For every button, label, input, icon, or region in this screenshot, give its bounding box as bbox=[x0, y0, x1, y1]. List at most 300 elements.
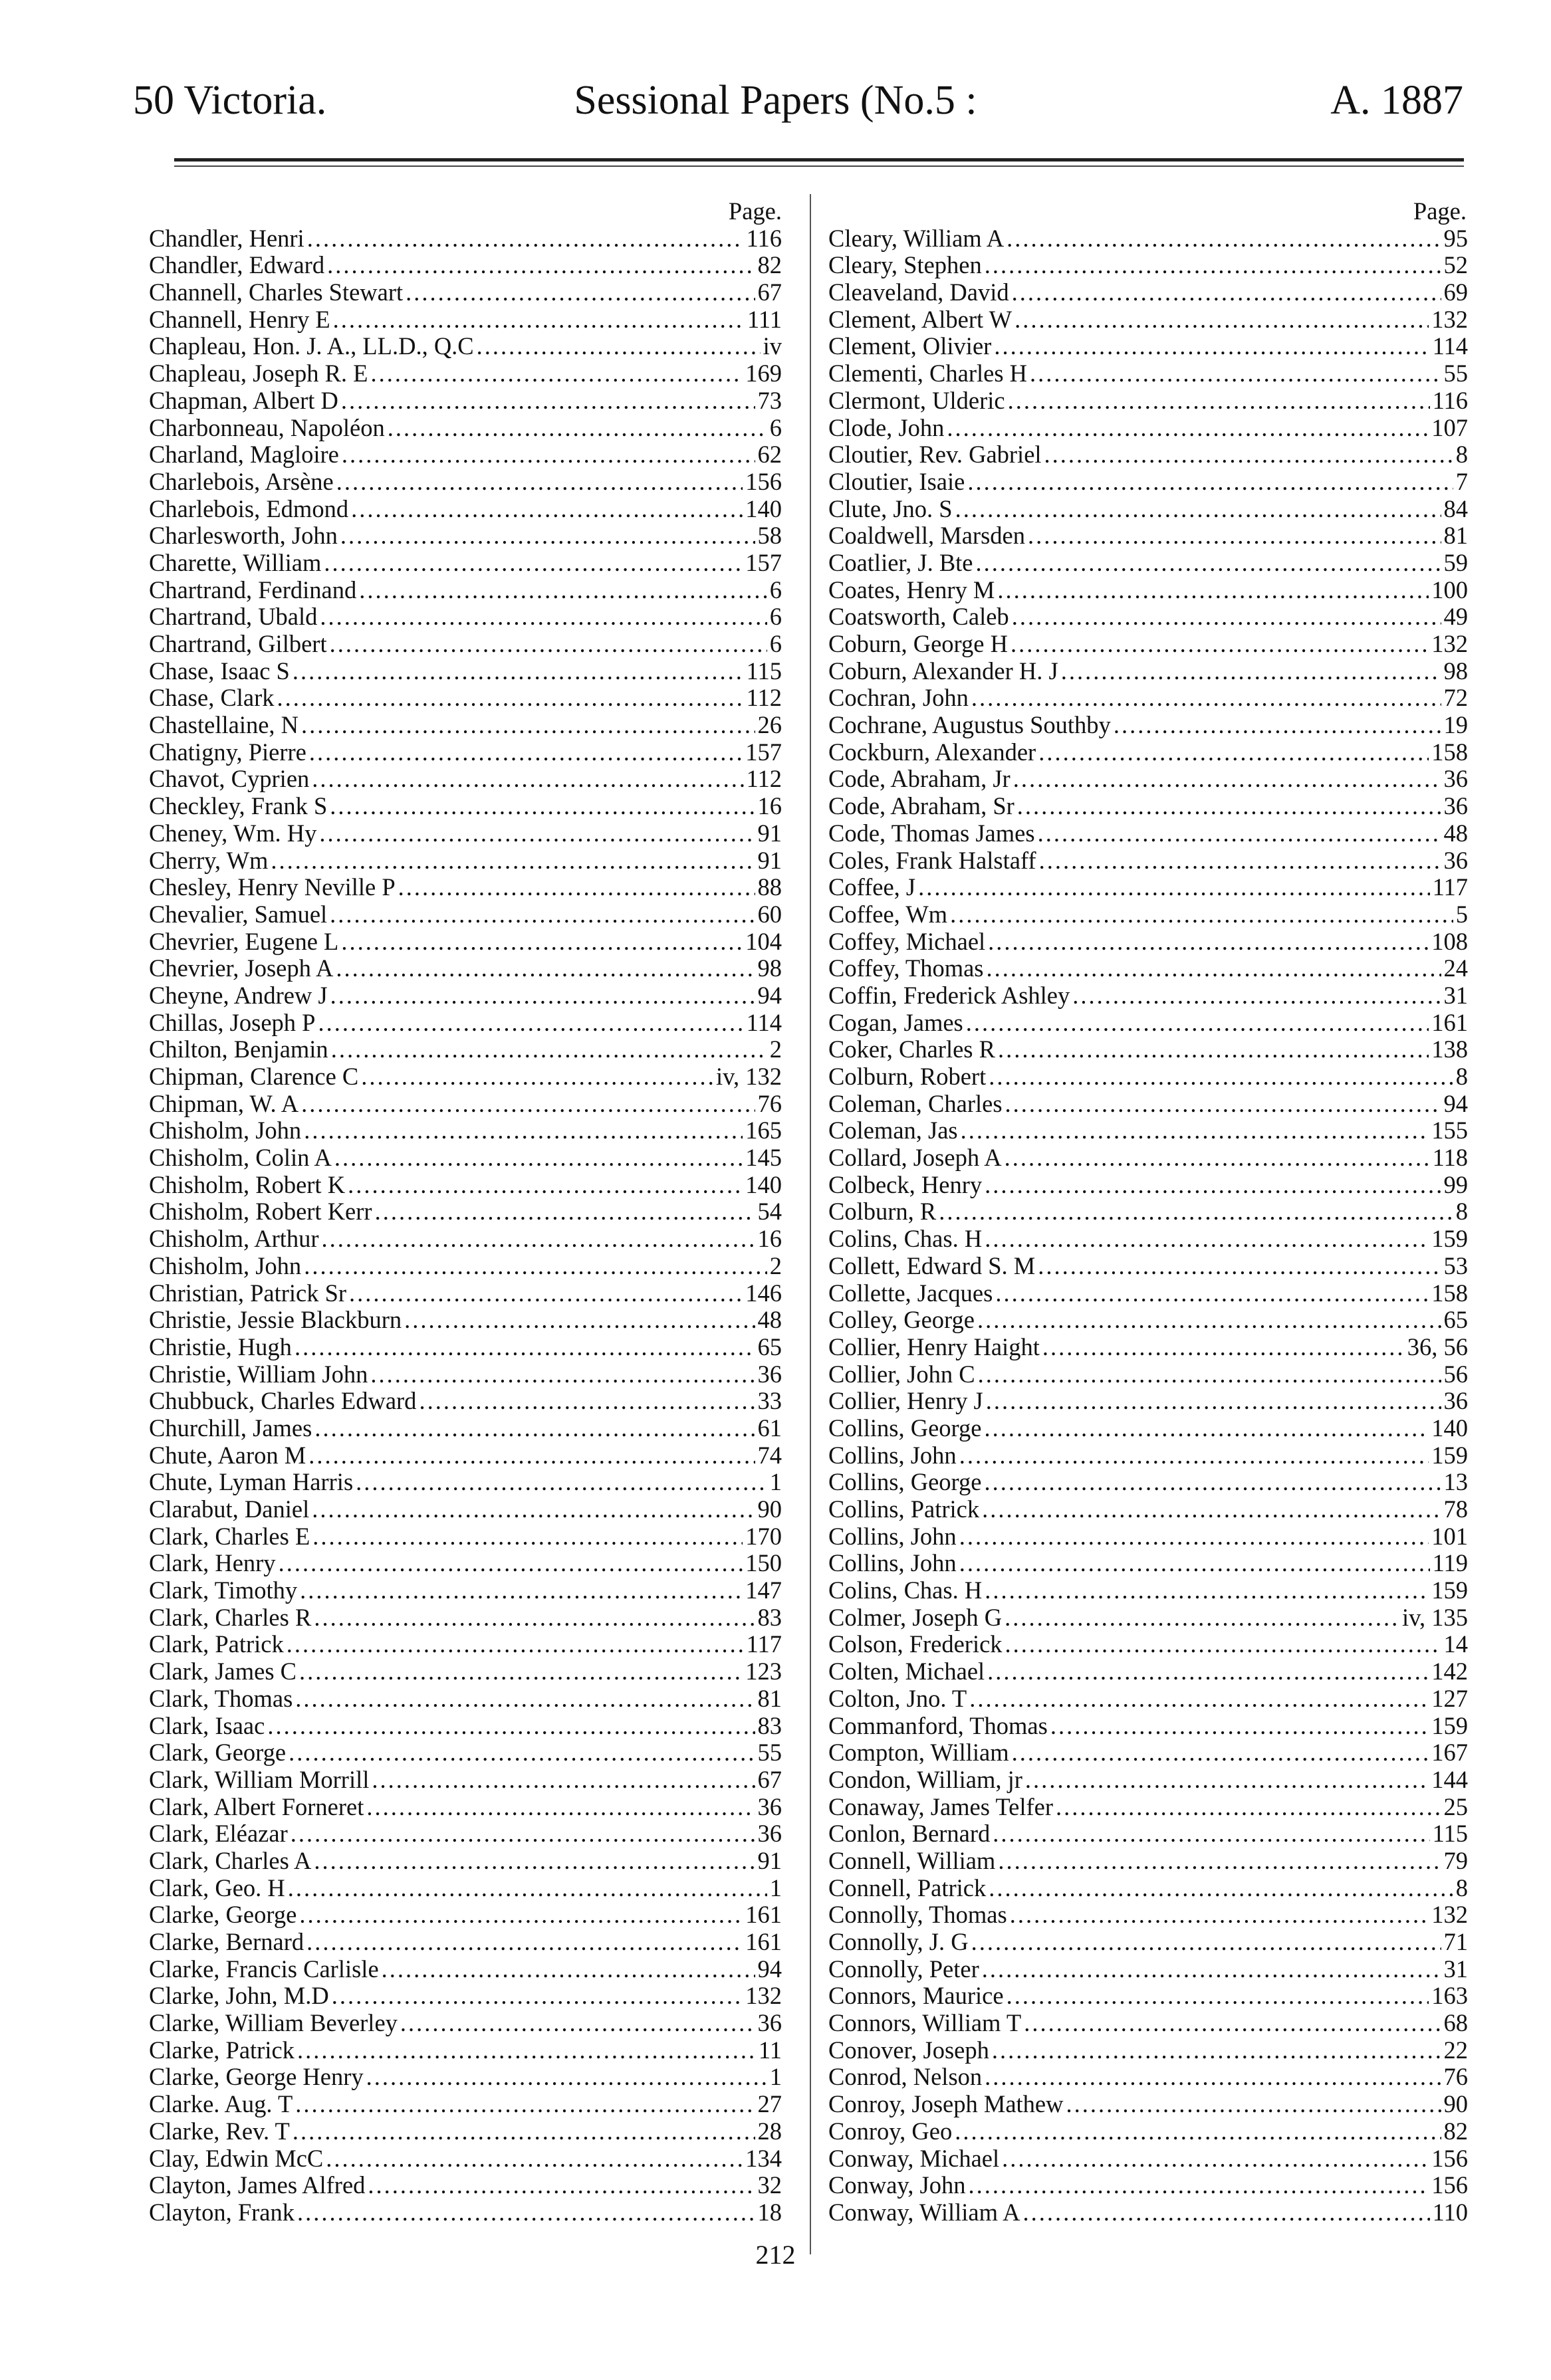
entry-name: Coffee, Wm bbox=[828, 901, 948, 928]
index-entry bbox=[149, 658, 782, 685]
entry-page-number: 82 bbox=[757, 252, 782, 279]
entry-page-number: 118 bbox=[1432, 1144, 1468, 1172]
entry-page-number: 90 bbox=[1443, 2091, 1468, 2118]
entry-name: Conway, John bbox=[828, 2172, 966, 2199]
entry-name: Charlebois, Edmond bbox=[149, 495, 349, 522]
entry-name: Coates, Henry M bbox=[828, 576, 995, 603]
entry-name: Charette, William bbox=[149, 549, 322, 576]
entry-name: Colbeck, Henry bbox=[828, 1171, 983, 1198]
dot-leader bbox=[1038, 739, 1429, 766]
dot-leader bbox=[404, 1307, 755, 1334]
entry-page-number: 95 bbox=[1443, 225, 1468, 252]
entry-name: Coleman, Jas bbox=[828, 1117, 958, 1144]
entry-page-number: 132 bbox=[1431, 631, 1468, 657]
entry-page-number: 8 bbox=[1455, 1198, 1468, 1226]
entry-page-number: 6 bbox=[769, 414, 782, 441]
entry-name: Clark, Geo. H bbox=[149, 1874, 285, 1901]
index-entry bbox=[828, 2145, 1468, 2173]
entry-page-number: 36 bbox=[1443, 847, 1468, 874]
entry-page-number: 52 bbox=[1443, 252, 1468, 279]
entry-page-number: 94 bbox=[1443, 1090, 1468, 1117]
index-entry bbox=[149, 1767, 782, 1794]
entry-page-number: iv, 135 bbox=[1401, 1604, 1468, 1631]
entry-page-number: 112 bbox=[746, 685, 782, 712]
dot-leader bbox=[997, 577, 1429, 604]
entry-page-number: 83 bbox=[757, 1712, 782, 1739]
entry-page-number: 112 bbox=[746, 766, 782, 793]
dot-leader bbox=[295, 1685, 755, 1713]
entry-page-number: 156 bbox=[1431, 2145, 1468, 2172]
entry-name: Christie, Jessie Blackburn bbox=[149, 1307, 402, 1334]
dot-leader bbox=[978, 1361, 1441, 1388]
index-entry bbox=[149, 1361, 782, 1388]
entry-name: Clarke, Bernard bbox=[149, 1929, 304, 1955]
dot-leader bbox=[1042, 1334, 1405, 1361]
entry-page-number: 16 bbox=[757, 1226, 782, 1253]
header-session: 50 Victoria. bbox=[133, 78, 327, 123]
index-entry bbox=[149, 469, 782, 496]
entry-name: Clark, James C bbox=[149, 1658, 297, 1685]
entry-name: Compton, William bbox=[828, 1739, 1009, 1767]
entry-name: Clark, Patrick bbox=[149, 1631, 284, 1658]
entry-name: Clark, Henry bbox=[149, 1550, 276, 1577]
index-entry bbox=[149, 1036, 782, 1063]
dot-leader bbox=[308, 1442, 755, 1469]
index-entry bbox=[149, 252, 782, 279]
index-entry bbox=[828, 820, 1468, 847]
dot-leader bbox=[1044, 441, 1453, 469]
index-entry bbox=[149, 955, 782, 982]
dot-leader bbox=[998, 1848, 1441, 1875]
dot-leader bbox=[314, 1604, 755, 1632]
entry-name: Chandler, Henri bbox=[149, 225, 304, 252]
dot-leader bbox=[295, 2091, 755, 2118]
index-entry bbox=[149, 766, 782, 793]
entry-name: Chevrier, Joseph A bbox=[149, 955, 334, 982]
entry-page-number: 82 bbox=[1443, 2117, 1468, 2145]
dot-leader bbox=[1012, 1739, 1429, 1767]
dot-leader bbox=[1056, 1794, 1441, 1821]
index-entry bbox=[149, 1063, 782, 1091]
dot-leader bbox=[1039, 847, 1441, 875]
index-entry bbox=[828, 847, 1468, 875]
dot-leader bbox=[330, 631, 767, 658]
index-entry bbox=[149, 1820, 782, 1848]
index-entry bbox=[149, 1172, 782, 1199]
entry-name: Connors, William T bbox=[828, 2010, 1022, 2037]
entry-page-number: 53 bbox=[1443, 1252, 1468, 1279]
index-entry bbox=[149, 1631, 782, 1658]
index-column-left bbox=[149, 198, 782, 2226]
entry-page-number: 127 bbox=[1431, 1685, 1468, 1712]
entry-name: Cochrane, Augustus Southby bbox=[828, 712, 1111, 739]
dot-leader bbox=[1005, 1631, 1441, 1658]
index-entry bbox=[828, 2037, 1468, 2064]
dot-leader bbox=[348, 1172, 743, 1199]
entry-page-number: 91 bbox=[757, 847, 782, 874]
dot-leader bbox=[998, 1036, 1429, 1063]
index-entry bbox=[149, 1415, 782, 1442]
entry-page-number: 81 bbox=[1443, 522, 1468, 550]
dot-leader bbox=[985, 1577, 1429, 1604]
entry-name: Clark, Charles A bbox=[149, 1847, 312, 1874]
entry-page-number: 140 bbox=[745, 1171, 782, 1198]
index-entry bbox=[828, 333, 1468, 360]
index-entry bbox=[149, 631, 782, 658]
dot-leader bbox=[1005, 1144, 1430, 1172]
index-entry bbox=[149, 1091, 782, 1118]
dot-leader bbox=[271, 847, 755, 875]
index-entry bbox=[828, 1469, 1468, 1496]
dot-leader bbox=[419, 1388, 755, 1415]
index-entry bbox=[828, 1604, 1468, 1632]
index-entry bbox=[828, 982, 1468, 1010]
dot-leader bbox=[306, 1929, 743, 1956]
index-entry bbox=[828, 1658, 1468, 1685]
entry-page-number: 117 bbox=[1432, 874, 1468, 901]
entry-page-number: 22 bbox=[1443, 2036, 1468, 2064]
entry-name: Cleaveland, David bbox=[828, 279, 1009, 306]
dot-leader bbox=[1025, 1767, 1429, 1794]
dot-leader bbox=[987, 955, 1441, 982]
entry-page-number: 108 bbox=[1431, 928, 1468, 955]
entry-name: Coffey, Michael bbox=[828, 928, 986, 955]
dot-leader bbox=[366, 2064, 767, 2091]
entry-page-number: 111 bbox=[747, 306, 782, 333]
entry-name: Cleary, William A bbox=[828, 225, 1005, 252]
entry-name: Channell, Charles Stewart bbox=[149, 279, 404, 306]
index-entry bbox=[828, 1820, 1468, 1848]
dot-leader bbox=[314, 1415, 755, 1442]
entry-page-number: 58 bbox=[757, 522, 782, 550]
entry-name: Cherry, Wm bbox=[149, 847, 269, 874]
entry-page-number: iv, 132 bbox=[715, 1063, 782, 1090]
dot-leader bbox=[987, 1658, 1429, 1685]
index-entry bbox=[149, 1523, 782, 1551]
dot-leader bbox=[267, 1713, 755, 1740]
entry-page-number: 159 bbox=[1431, 1712, 1468, 1739]
entry-page-number: 1 bbox=[769, 1469, 782, 1496]
index-entry bbox=[149, 1280, 782, 1307]
dot-leader bbox=[314, 1848, 755, 1875]
dot-leader bbox=[320, 603, 767, 631]
index-entry bbox=[149, 2037, 782, 2064]
index-entry bbox=[149, 1253, 782, 1280]
index-entry bbox=[828, 631, 1468, 658]
index-entry bbox=[149, 387, 782, 415]
entry-name: Connell, William bbox=[828, 1847, 996, 1874]
index-entry bbox=[828, 685, 1468, 712]
entry-page-number: 132 bbox=[745, 1983, 782, 2010]
entry-name: Clark, Albert Forneret bbox=[149, 1793, 364, 1820]
index-entry bbox=[828, 1901, 1468, 1929]
index-entry bbox=[149, 1442, 782, 1469]
entry-page-number: 1 bbox=[769, 1874, 782, 1901]
entry-name: Clute, Jno. S bbox=[828, 495, 953, 522]
entry-page-number: 25 bbox=[1443, 1793, 1468, 1820]
index-entry bbox=[149, 1794, 782, 1821]
index-entry bbox=[828, 360, 1468, 387]
entry-page-number: 155 bbox=[1431, 1117, 1468, 1144]
entry-page-number: 110 bbox=[1432, 2199, 1468, 2226]
index-entry bbox=[149, 2118, 782, 2145]
column-heading-page: Page. bbox=[728, 197, 782, 225]
index-entry bbox=[828, 1685, 1468, 1713]
entry-page-number: 94 bbox=[757, 982, 782, 1009]
entry-name: Collins, George bbox=[828, 1414, 982, 1442]
index-entry bbox=[149, 793, 782, 820]
index-entry bbox=[828, 1307, 1468, 1334]
entry-page-number: 76 bbox=[757, 1090, 782, 1117]
entry-page-number: 61 bbox=[757, 1414, 782, 1442]
entry-page-number: 36 bbox=[1443, 793, 1468, 820]
entry-page-number: 36 bbox=[757, 2010, 782, 2037]
index-entry bbox=[149, 577, 782, 604]
entry-name: Clarke, William Beverley bbox=[149, 2010, 398, 2037]
entry-page-number: 161 bbox=[745, 1901, 782, 1929]
dot-leader bbox=[349, 1280, 743, 1307]
entry-name: Channell, Henry E bbox=[149, 306, 330, 333]
dot-leader bbox=[304, 1117, 743, 1144]
dot-leader bbox=[1030, 360, 1441, 387]
entry-page-number: 2 bbox=[769, 1252, 782, 1279]
dot-leader bbox=[939, 1198, 1453, 1226]
dot-leader bbox=[1023, 2199, 1430, 2226]
entry-page-number: iv bbox=[763, 333, 782, 360]
index-entry bbox=[149, 1577, 782, 1604]
index-entry bbox=[149, 415, 782, 442]
dot-leader bbox=[277, 685, 744, 712]
dot-leader bbox=[295, 1334, 755, 1361]
entry-name: Collier, John C bbox=[828, 1360, 975, 1388]
index-entry bbox=[828, 1144, 1468, 1172]
index-entry bbox=[828, 603, 1468, 631]
dot-leader bbox=[326, 2145, 743, 2173]
dot-leader bbox=[300, 1577, 743, 1604]
dot-leader bbox=[312, 1523, 743, 1551]
entry-name: Collins, George bbox=[828, 1469, 982, 1496]
entry-name: Clarabut, Daniel bbox=[149, 1496, 310, 1523]
dot-leader bbox=[1010, 1901, 1429, 1929]
entry-page-number: 49 bbox=[1443, 603, 1468, 631]
entry-page-number: 72 bbox=[1443, 685, 1468, 712]
entry-page-number: 36 bbox=[1443, 1388, 1468, 1415]
dot-leader bbox=[332, 1983, 743, 2010]
entry-name: Charland, Magloire bbox=[149, 441, 339, 469]
entry-name: Chapman, Albert D bbox=[149, 387, 338, 414]
entry-page-number: 167 bbox=[1431, 1739, 1468, 1767]
dot-leader bbox=[368, 2172, 755, 2199]
dot-leader bbox=[976, 550, 1441, 577]
dot-leader bbox=[989, 1875, 1453, 1902]
entry-name: Collette, Jacques bbox=[828, 1279, 993, 1307]
entry-page-number: 157 bbox=[745, 738, 782, 766]
dot-leader bbox=[318, 1010, 743, 1037]
index-entry bbox=[149, 820, 782, 847]
entry-name: Clode, John bbox=[828, 414, 945, 441]
entry-name: Chipman, Clarence C bbox=[149, 1063, 359, 1090]
entry-name: Collard, Joseph A bbox=[828, 1144, 1002, 1172]
entry-name: Coles, Frank Halstaff bbox=[828, 847, 1036, 874]
entry-page-number: 159 bbox=[1431, 1226, 1468, 1253]
entry-name: Chisholm, John bbox=[149, 1252, 302, 1279]
index-entry bbox=[828, 766, 1468, 793]
index-entry bbox=[149, 1848, 782, 1875]
entry-page-number: 81 bbox=[757, 1685, 782, 1712]
index-entry bbox=[828, 1631, 1468, 1658]
dot-leader bbox=[1017, 793, 1441, 820]
index-entry bbox=[149, 2091, 782, 2118]
entry-name: Christie, Hugh bbox=[149, 1333, 292, 1360]
index-entry bbox=[828, 1280, 1468, 1307]
dot-leader bbox=[971, 1929, 1441, 1956]
entry-name: Coker, Charles R bbox=[828, 1036, 995, 1063]
entry-name: Coaldwell, Marsden bbox=[828, 522, 1025, 550]
entry-name: Conover, Joseph bbox=[828, 2036, 989, 2064]
entry-page-number: 55 bbox=[757, 1739, 782, 1767]
entry-page-number: 33 bbox=[757, 1388, 782, 1415]
entry-page-number: 83 bbox=[757, 1604, 782, 1631]
entry-name: Cockburn, Alexander bbox=[828, 738, 1036, 766]
header-rule-thick bbox=[174, 158, 1464, 162]
entry-page-number: 157 bbox=[745, 549, 782, 576]
entry-name: Collier, Henry Haight bbox=[828, 1333, 1040, 1360]
entry-page-number: 13 bbox=[1443, 1469, 1468, 1496]
dot-leader bbox=[967, 469, 1453, 496]
index-entry-list bbox=[149, 225, 782, 2226]
index-entry bbox=[828, 1848, 1468, 1875]
entry-name: Cheyne, Andrew J bbox=[149, 982, 328, 1009]
entry-page-number: 68 bbox=[1443, 2010, 1468, 2037]
dot-leader bbox=[1012, 603, 1441, 631]
index-entry bbox=[828, 2172, 1468, 2199]
entry-name: Connolly, J. G bbox=[828, 1929, 969, 1955]
entry-name: Conway, William A bbox=[828, 2199, 1020, 2226]
index-entry bbox=[149, 1117, 782, 1144]
entry-page-number: 5 bbox=[1455, 901, 1468, 928]
entry-page-number: 73 bbox=[757, 387, 782, 414]
dot-leader bbox=[341, 928, 743, 956]
dot-leader bbox=[985, 2064, 1441, 2091]
entry-page-number: 146 bbox=[745, 1279, 782, 1307]
entry-name: Chisholm, Colin A bbox=[149, 1144, 332, 1172]
entry-page-number: 36 bbox=[1443, 766, 1468, 793]
entry-name: Cleary, Stephen bbox=[828, 252, 982, 279]
entry-page-number: 79 bbox=[1443, 1847, 1468, 1874]
entry-page-number: 31 bbox=[1443, 1955, 1468, 1983]
entry-name: Clark, George bbox=[149, 1739, 287, 1767]
dot-leader bbox=[950, 901, 1453, 928]
entry-name: Chevalier, Samuel bbox=[149, 901, 328, 928]
index-entry bbox=[828, 2091, 1468, 2118]
index-entry bbox=[149, 2172, 782, 2199]
index-entry bbox=[828, 577, 1468, 604]
dot-leader bbox=[370, 1361, 755, 1388]
entry-page-number: 107 bbox=[1431, 414, 1468, 441]
dot-leader bbox=[1002, 2145, 1429, 2173]
dot-leader bbox=[959, 1442, 1429, 1469]
entry-page-number: 147 bbox=[745, 1577, 782, 1604]
entry-name: Colburn, Robert bbox=[828, 1063, 987, 1090]
dot-leader bbox=[291, 1820, 755, 1848]
entry-name: Clarke. Aug. T bbox=[149, 2091, 293, 2118]
entry-name: Code, Abraham, Sr bbox=[828, 793, 1014, 820]
dot-leader bbox=[1114, 712, 1441, 739]
entry-page-number: 159 bbox=[1431, 1442, 1468, 1469]
dot-leader bbox=[977, 1307, 1441, 1334]
entry-page-number: 134 bbox=[745, 2145, 782, 2172]
entry-name: Cloutier, Isaie bbox=[828, 468, 965, 495]
entry-page-number: 94 bbox=[757, 1955, 782, 1983]
entry-name: Clark, Eléazar bbox=[149, 1820, 288, 1848]
index-entry bbox=[149, 333, 782, 360]
index-entry bbox=[149, 928, 782, 956]
entry-page-number: 119 bbox=[1432, 1550, 1468, 1577]
dot-leader bbox=[985, 1226, 1429, 1253]
header-title: Sessional Papers (No.5 : bbox=[574, 78, 977, 123]
entry-page-number: 55 bbox=[1443, 360, 1468, 387]
header-rule-thin bbox=[174, 165, 1464, 167]
entry-name: Chartrand, Ferdinand bbox=[149, 576, 357, 603]
index-entry bbox=[828, 1767, 1468, 1794]
entry-page-number: 140 bbox=[745, 495, 782, 522]
entry-page-number: 36 bbox=[757, 1820, 782, 1848]
dot-leader bbox=[301, 712, 755, 739]
entry-name: Chisholm, Robert K bbox=[149, 1171, 346, 1198]
index-entry bbox=[149, 279, 782, 306]
dot-leader bbox=[319, 820, 755, 847]
entry-page-number: 28 bbox=[757, 2117, 782, 2145]
dot-leader bbox=[312, 1496, 755, 1523]
entry-page-number: 26 bbox=[757, 712, 782, 739]
entry-name: Churchill, James bbox=[149, 1414, 312, 1442]
dot-leader bbox=[289, 1739, 755, 1767]
entry-name: Cloutier, Rev. Gabriel bbox=[828, 441, 1042, 469]
dot-leader bbox=[299, 1901, 743, 1929]
entry-page-number: 18 bbox=[757, 2199, 782, 2226]
index-entry bbox=[149, 2010, 782, 2037]
entry-name: Christie, William John bbox=[149, 1360, 368, 1388]
entry-name: Collins, Patrick bbox=[828, 1496, 980, 1523]
index-entry bbox=[149, 1875, 782, 1902]
dot-leader bbox=[971, 685, 1441, 712]
entry-name: Colton, Jno. T bbox=[828, 1685, 967, 1712]
entry-name: Chavot, Cyprien bbox=[149, 766, 310, 793]
index-entry bbox=[149, 1469, 782, 1496]
entry-page-number: 48 bbox=[1443, 819, 1468, 847]
index-entry bbox=[828, 793, 1468, 820]
dot-leader bbox=[359, 577, 767, 604]
index-entry bbox=[828, 1253, 1468, 1280]
entry-name: Connolly, Peter bbox=[828, 1955, 979, 1983]
dot-leader bbox=[947, 415, 1429, 442]
dot-leader bbox=[961, 1117, 1429, 1144]
dot-leader bbox=[959, 1550, 1430, 1577]
index-entry bbox=[828, 1496, 1468, 1523]
index-entry bbox=[149, 1983, 782, 2010]
entry-name: Charlesworth, John bbox=[149, 522, 338, 550]
entry-name: Checkley, Frank S bbox=[149, 793, 328, 820]
index-entry bbox=[149, 1956, 782, 1983]
dot-leader bbox=[287, 1631, 744, 1658]
index-entry bbox=[828, 2010, 1468, 2037]
entry-page-number: 144 bbox=[1431, 1766, 1468, 1793]
entry-page-number: 36 bbox=[757, 1360, 782, 1388]
header-year: A. 1887 bbox=[1330, 78, 1463, 123]
index-entry bbox=[149, 1496, 782, 1523]
entry-page-number: 91 bbox=[757, 1847, 782, 1874]
dot-leader bbox=[992, 2037, 1441, 2064]
